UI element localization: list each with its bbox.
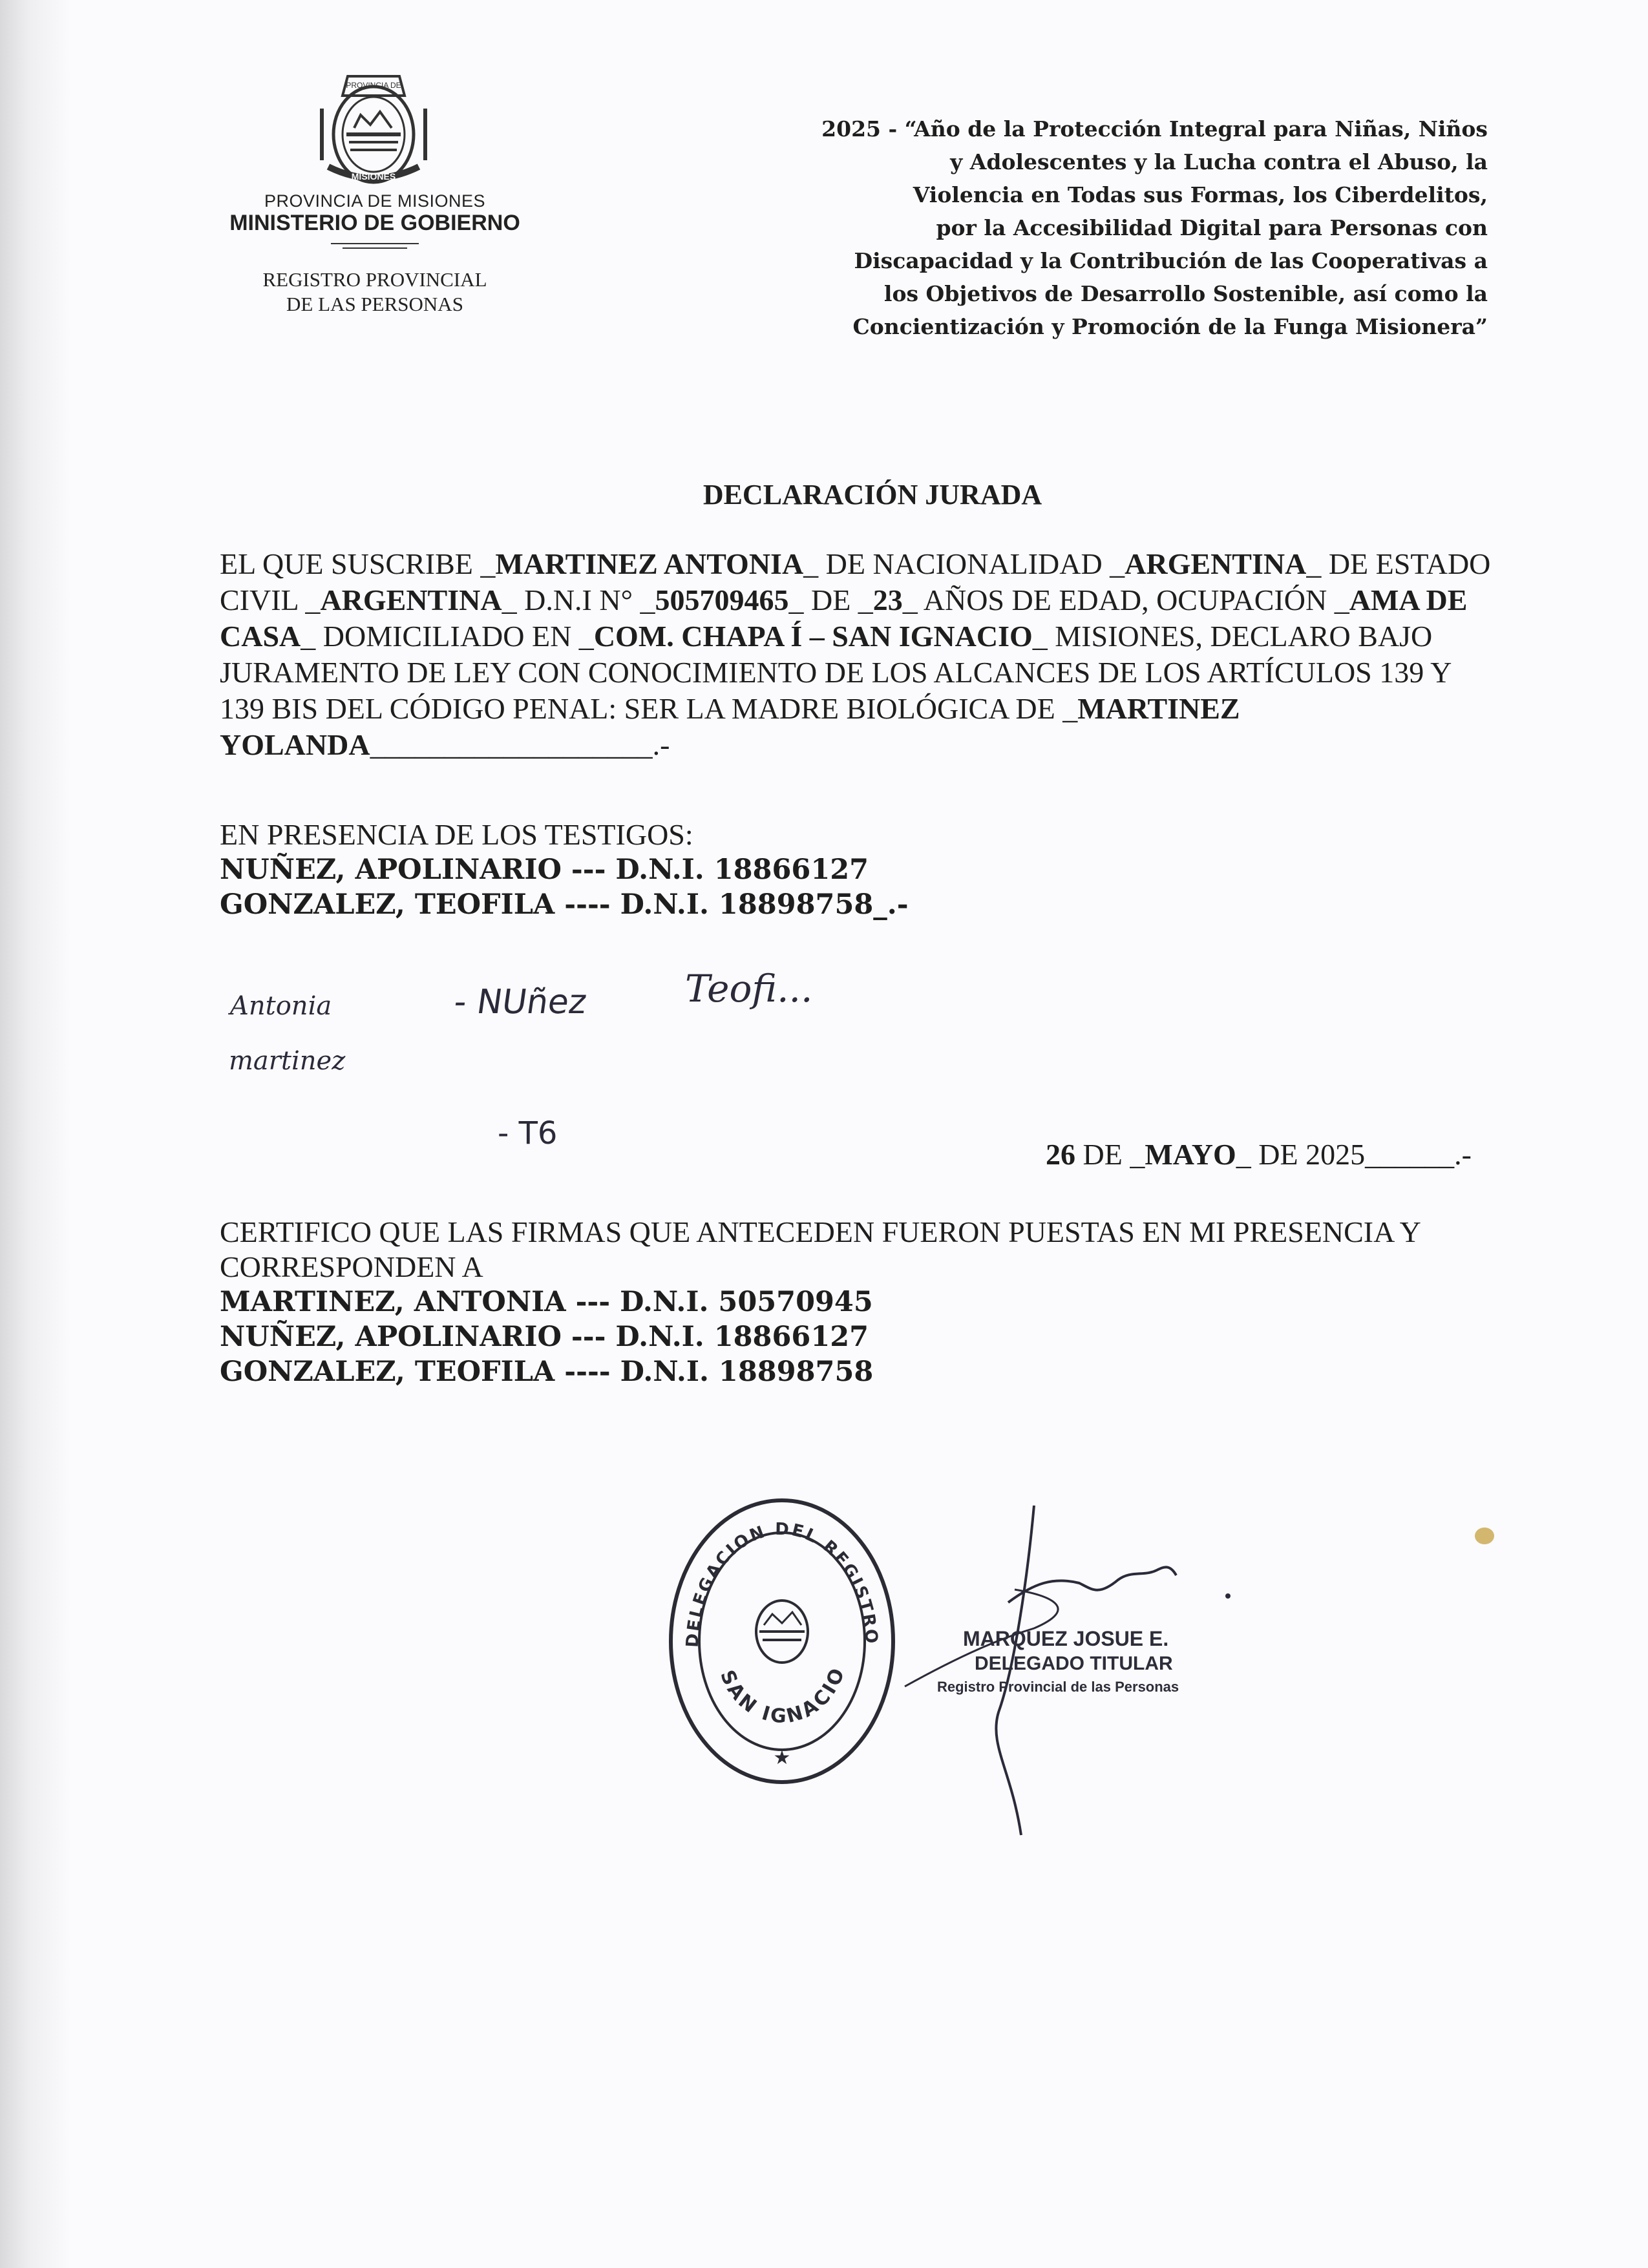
- witnesses-section: [220, 817, 1448, 922]
- declaration-text: _ DOMICILIADO EN _: [301, 620, 594, 653]
- registry-seal: [657, 1471, 898, 1783]
- address-value: COM. CHAPA Í – SAN IGNACIO: [593, 620, 1033, 653]
- signature-teofila: Teofi...: [685, 967, 813, 1011]
- date-text: _ DE 2025______.-: [1236, 1138, 1472, 1171]
- declarant-name: MARTINEZ ANTONIA: [495, 547, 804, 580]
- divider: [331, 243, 419, 244]
- seal-star-icon: ★: [773, 1747, 791, 1769]
- motto-line: y Adolescentes y la Lucha contra el Abuso, la: [950, 149, 1488, 174]
- declaration-text: _ AÑOS DE EDAD, OCUPACIÓN _: [902, 583, 1349, 616]
- registro-line: REGISTRO PROVINCIAL: [262, 268, 487, 291]
- motto-line: Discapacidad y la Contribución de las Cooperativas a: [854, 248, 1488, 273]
- declaration-text: EL QUE SUSCRIBE _: [220, 547, 496, 580]
- signature-martinez: martinez: [229, 1046, 346, 1076]
- date-month: MAYO: [1145, 1138, 1236, 1171]
- signature-nunez: - NUñez: [451, 983, 589, 1022]
- motto-line: 2025 - “Año de la Protección Integral para Niñas, Niños: [821, 116, 1488, 142]
- occupation-value: AMA DE CASA: [220, 583, 1468, 653]
- nationality-value: ARGENTINA: [1125, 547, 1307, 580]
- registro-line: DE LAS PERSONAS: [286, 293, 463, 315]
- certification-text: CERTIFICO QUE LAS FIRMAS QUE ANTECEDEN FUERON PUESTAS EN MI PRESENCIA Y CORRESPONDEN A: [220, 1215, 1421, 1283]
- provincia-misiones-logo-icon: [309, 70, 438, 193]
- svg-text:PROVINCIA DE: PROVINCIA DE: [346, 81, 401, 90]
- stamp-role: DELEGADO TITULAR: [975, 1653, 1173, 1674]
- svg-text:SAN IGNACIO: [715, 1663, 850, 1728]
- declaration-text: _ D.N.I N° _: [502, 583, 655, 616]
- seal-emblem-icon: [756, 1601, 808, 1663]
- seal-ring-text: DELEGACION DEL REGISTRO PROVINCIAL DE LAS PERSONAS: [657, 1471, 882, 1648]
- provincia-label: PROVINCIA DE MISIONES: [264, 191, 486, 211]
- date-text: DE _: [1075, 1138, 1145, 1171]
- stamp-org: Registro Provincial de las Personas: [937, 1679, 1179, 1695]
- year-motto: [672, 112, 1488, 343]
- paper-stain: [1475, 1528, 1494, 1544]
- certified-person: GONZALEZ, TEOFILA ---- D.N.I. 18898758: [220, 1356, 874, 1388]
- motto-line: por la Accesibilidad Digital para Personas con: [936, 215, 1488, 240]
- stamp-name: MARQUEZ JOSUE E.: [963, 1627, 1169, 1650]
- age-value: 23: [872, 583, 903, 616]
- witness-line: GONZALEZ, TEOFILA ---- D.N.I. 18898758_.-: [220, 888, 909, 921]
- civil-status-value: ARGENTINA: [320, 583, 502, 616]
- witnesses-heading: EN PRESENCIA DE LOS TESTIGOS:: [220, 818, 693, 851]
- seal-bottom-text: SAN IGNACIO: [715, 1663, 850, 1728]
- declaration-text: _ DE _: [788, 583, 873, 616]
- svg-text:MISIONES: MISIONES: [351, 171, 396, 182]
- date-line: [1046, 1137, 1472, 1171]
- dni-value: 505709465: [655, 583, 789, 616]
- declaration-paragraph: [220, 546, 1499, 763]
- handwritten-signatures: [220, 924, 866, 1157]
- certification-section: [220, 1215, 1512, 1389]
- certified-person: MARTINEZ, ANTONIA --- D.N.I. 50570945: [220, 1286, 873, 1318]
- scan-left-edge: [0, 0, 71, 2268]
- date-day: 26: [1046, 1138, 1075, 1171]
- declaration-text: _ DE NACIONALIDAD _: [803, 547, 1125, 580]
- declaration-text: _ DE ESTADO CIVIL _: [220, 547, 1491, 616]
- witness-line: NUÑEZ, APOLINARIO --- D.N.I. 18866127: [220, 854, 869, 886]
- child-name: MARTINEZ YOLANDA: [220, 692, 1240, 761]
- signature-initials: - T6: [498, 1115, 558, 1151]
- divider: [343, 247, 407, 249]
- page-title: DECLARACIÓN JURADA: [703, 479, 1042, 510]
- motto-line: los Objetivos de Desarrollo Sostenible, así como la: [883, 281, 1488, 306]
- signature-antonia: Antonia: [230, 991, 332, 1021]
- motto-line: Violencia en Todas sus Formas, los Ciberdelitos,: [913, 182, 1488, 207]
- declaration-text: _ MISIONES, DECLARO BAJO JURAMENTO DE LEY CON CONOCIMIENTO DE LOS ALCANCES DE LOS ARTÍCULOS 139 Y 139 BIS DEL CÓDIGO PENAL: SER LA MADRE BIOLÓGICA DE _: [220, 620, 1451, 725]
- registro-label: [213, 268, 536, 317]
- motto-line: Concientización y Promoción de la Funga Misionera”: [852, 314, 1488, 339]
- ministerio-label: MINISTERIO DE GOBIERNO: [229, 211, 520, 235]
- declaration-text: ___________________.-: [370, 728, 670, 761]
- certified-person: NUÑEZ, APOLINARIO --- D.N.I. 18866127: [220, 1321, 869, 1353]
